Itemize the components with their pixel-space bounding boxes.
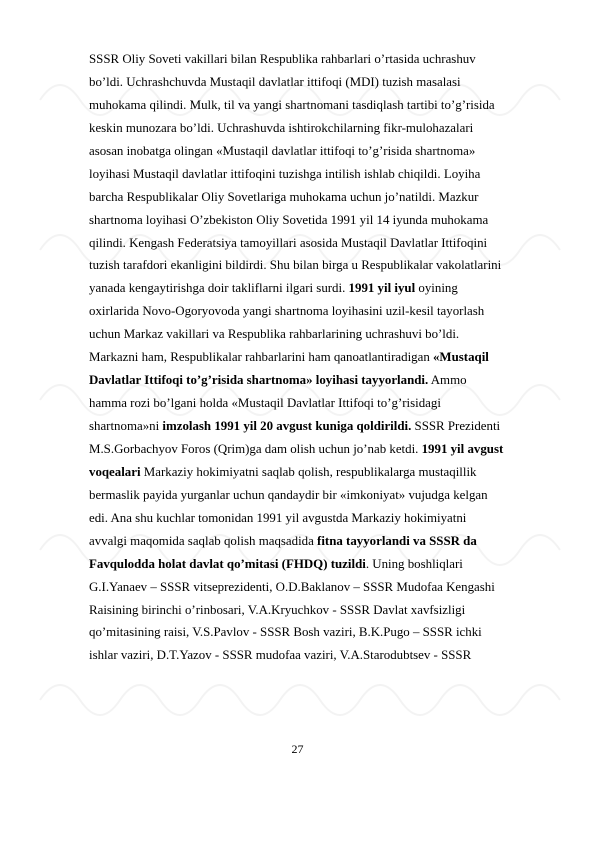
text-line [89, 484, 505, 507]
text-line [89, 415, 505, 438]
bold-text-segment: voqealari [89, 464, 141, 479]
page-number: 27 [291, 742, 304, 756]
text-line [89, 507, 505, 530]
text-line [89, 323, 505, 346]
text-line [89, 94, 505, 117]
text-segment: SSSR Oliy Soveti vakillari bilan Respublika rahbarlari o’rtasida uchrashuv [89, 52, 476, 66]
text-segment: ishlar vaziri, D.T.Yazov - SSSR mudofaa vaziri, V.A.Starodubtsev - SSSR [89, 648, 472, 663]
text-segment: oyining [415, 281, 458, 296]
bold-text-segment: 1991 yil avgust [421, 441, 504, 456]
text-segment: M.S.Gorbachyov Foros (Qrim)ga dam olish uchun jo’nab ketdi. [89, 441, 422, 456]
text-line [89, 277, 505, 300]
text-segment: shartnoma»ni [89, 419, 163, 433]
text-line [89, 48, 505, 71]
text-line [89, 163, 505, 186]
bold-text-segment: imzolash 1991 yil 20 avgust kuniga qoldirildi. [162, 419, 412, 433]
text-line [89, 599, 505, 622]
text-segment: keskin munozara bo’ldi. Uchrashuvda ishtirokchilarning fikr-mulohazalari [89, 120, 474, 135]
text-segment: tuzish tarafdori ekanligini bildirdi. Shu bilan birga u Respublikalar vakolatlarini [89, 258, 502, 273]
bold-text-segment: 1991 yil iyul [348, 281, 416, 296]
text-line [89, 369, 505, 392]
text-segment: Ammo [428, 373, 467, 388]
text-line [89, 232, 505, 255]
text-line [89, 576, 505, 599]
text-line [89, 209, 505, 232]
text-segment: hamma rozi bo’lgani holda «Mustaqil Davlatlar Ittifoqi to’g’risidagi [89, 396, 441, 411]
text-line [89, 392, 505, 415]
text-segment: uchun Markaz vakillari va Respublika rahbarlarining uchrashuvi bo’ldi. [89, 327, 460, 342]
text-segment: oxirlarida Novo-Ogoryovoda yangi shartnoma loyihasini uzil-kesil tayorlash [89, 304, 485, 319]
text-segment: loyihasi Mustaqil davlatlar ittifoqini tuzishga intilish ishlab chiqildi. Loyiha [89, 166, 481, 181]
text-line [89, 621, 505, 644]
text-line [89, 644, 505, 667]
text-segment: asosan inobatga olingan «Mustaqil davlatlar ittifoqi to’g’risida shartnoma» [89, 143, 476, 158]
bold-text-segment: Favqulodda holat davlat qo’mitasi (FHDQ) tuzildi [89, 556, 366, 571]
text-line [89, 117, 505, 140]
text-segment: qo’mitasining raisi, V.S.Pavlov - SSSR Bosh vaziri, B.K.Pugo – SSSR ichki [89, 625, 482, 640]
text-segment: Markaziy hokimiyatni saqlab qolish, respublikalarga mustaqillik [140, 464, 477, 479]
text-line [89, 553, 505, 576]
text-line [89, 140, 505, 163]
text-segment: barcha Respublikalar Oliy Sovetlariga muhokama uchun jo’natildi. Mazkur [89, 189, 479, 204]
text-segment: bermaslik payida yurganlar uchun qandaydir bir «imkoniyat» vujudga kelgan [89, 487, 488, 502]
text-segment: edi. Ana shu kuchlar tomonidan 1991 yil avgustda Markaziy hokimiyatni [89, 510, 467, 525]
text-segment: Markazni ham, Respublikalar rahbarlarini ham qanoatlantiradigan [89, 350, 433, 365]
body-text [89, 48, 505, 667]
text-line [89, 346, 505, 369]
text-line [89, 438, 505, 461]
text-line [89, 461, 505, 484]
text-line [89, 300, 505, 323]
text-line [89, 186, 505, 209]
text-segment: . Uning boshliqlari [365, 556, 463, 571]
bold-text-segment: Davlatlar Ittifoqi to’g’risida shartnoma» loyihasi tayyorlandi. [89, 373, 429, 388]
text-segment: bo’ldi. Uchrashchuvda Mustaqil davlatlar ittifoqi (MDI) tuzish masalasi [89, 74, 461, 89]
text-segment: Raisining birinchi o’rinbosari, V.A.Kryuchkov - SSSR Davlat xavfsizligi [89, 602, 466, 617]
text-segment: qilindi. Kengash Federatsiya tamoyillari asosida Mustaqil Davlatlar Ittifoqini [89, 235, 488, 250]
text-segment: SSSR Prezidenti [411, 419, 501, 433]
text-segment: shartnoma loyihasi O’zbekiston Oliy Sovetida 1991 yil 14 iyunda muhokama [89, 212, 489, 227]
text-segment: G.I.Yanaev – SSSR vitseprezidenti, O.D.Baklanov – SSSR Mudofaa Kengashi [89, 579, 495, 594]
text-segment: avvalgi maqomida saqlab qolish maqsadida [89, 533, 318, 548]
text-line [89, 254, 505, 277]
text-line [89, 530, 505, 553]
text-segment: muhokama qilindi. Mulk, til va yangi shartnomani tasdiqlash tartibi to’g’risida [89, 97, 495, 112]
text-line [89, 71, 505, 94]
bold-text-segment: fitna tayyorlandi va SSSR da [317, 533, 477, 548]
bold-text-segment: «Mustaqil [432, 350, 489, 365]
text-segment: yanada kengaytirishga doir takliflarni ilgari surdi. [89, 281, 349, 296]
